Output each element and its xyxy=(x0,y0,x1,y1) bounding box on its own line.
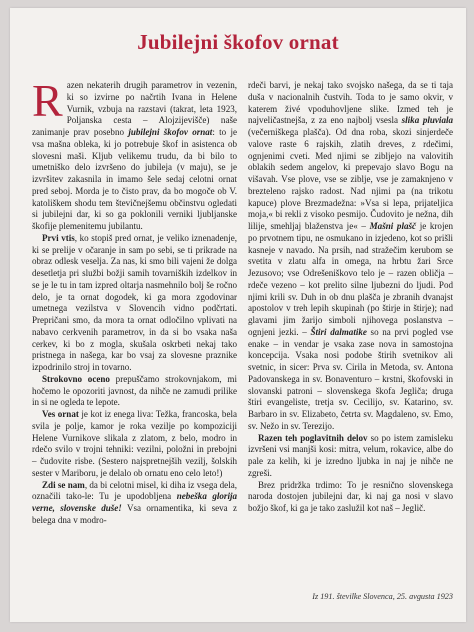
page-title: Jubilejni škofov ornat xyxy=(137,30,339,54)
paragraph-idea: Zdi se nam, da bi celotni misel, ki diha iz vsega dela, označili tako-le: Tu je upodobljena nebeška glorija verne, slovenske duše! Vsa ornamentika, ki seva z belega dna v modro- xyxy=(32,479,238,525)
dropcap-letter: R xyxy=(32,75,63,126)
source-citation: Iz 191. številke Slovenca, 25. avgusta 1923 xyxy=(312,592,453,601)
emphasis-dalmatics: Štiri dalmatike xyxy=(310,326,367,337)
emphasis-glory: nebeška glorija verne, slovenske duše! xyxy=(32,491,238,513)
document-page xyxy=(10,8,466,622)
paragraph-expert-review: Strokovno oceno prepuščamo strokovnjakom, mi hočemo le opozoriti javnost, da nihče ne zamudi prilike in si ne ogleda te lepote. xyxy=(32,373,237,408)
paragraph-other-parts: Razen teh poglavitnih delov so po istem zamisleku izvršeni vsi manjši kosi: mitra, velum, rokavice, albe do pale za kelih, ki je izredno ljubka in naj je nihče ne zgreši. xyxy=(248,432,454,478)
paragraph-intro: Razen nekaterih drugih parametrov in vezenin, ki so izvirne po načrtih Ivana in Helene Vurnik, vzbuja na razstavi (takrat, leta 1923, Poljanska cesta – Alojzijevišče) naše zanimanje prav posebno jubilejni škofov ornat: to je vsa mašna obleka, ki jo potrebuje škof in asistenca ob slovesni maši. Kljub velikemu trudu, da bi bilo to umetniško delo izvršeno do jubileja (v maju), se je izvršitev zakasnila in imamo šele sedaj celotni ornat pred seboj. Morda je to čisto prav, da bo mogoče ob V. katoliškem shodu tem števičnejšemu občinstvu ogledati si jubilejni dar, ki so ga poklonili verniki ljubljanske škofije plemenitemu jubilantu. xyxy=(32,75,237,231)
emphasis-pluvial: slika pluviala xyxy=(401,115,454,126)
emphasis-jubilee-ornat: jubilejni škofov ornat xyxy=(128,127,213,137)
paragraph-first-impression: Prvi vtis, ko stopiš pred ornat, je veliko iznenadenje, ki se prelije v očaranje in sam po sebi, se ti prikrade na obraz odlesk veselja. Za nas, ki smo bili vajeni že dolga desetletja pri službi božji samih tovarniških izdelkov in se je le tu in tam izpred oltarja nasmehnilo bolj še ročno delo, je ta ornat dogodek, ki ga mora zgodovinar umetnega vezilstva v Slovencih vidno podčrtati. Prepričani smo, da mora ta ornat odločilno vplivati na nabavo cerkvenih parametrov, in da si bo vsaka naša cerkev, ki bo z mogla, skušala oskrbeti nekaj tako pristnega in našega, kar bo vsaj za slovesne praznike izpodrinilo stroj in tovarno. xyxy=(32,232,237,372)
paragraph-whole-ornat: Ves ornat je kot iz enega liva: Težka, francoska, bela svila je polje, kamor je roka vezilje po kompoziciji Helene Vurnikove slikala z zlatom, z belo, modro in rdečo svilo v trojni tehniki: vezilni, položni in prebojni – čudovite risbe. (Sestero najspretnejših vezilj, šolskih sester v Mariboru, je delalo ob ornatu eno celo leto!) xyxy=(32,409,237,478)
left-column xyxy=(32,75,238,527)
paragraph-pluvial: rdeči barvi, je nekaj tako svojsko našega, da se ti taja duša v nacionalnih čustvih. Toda to je samo okvir, v katerem živé vpoduhovljene slike. Izmed teh je najveličastnejša, z za eno najbolj vsesla slika pluviala (večerniškega plašča). Od dna roba, skozi sinjerdeče valove raste 6 rajskih, zlatih dreves, z rdečimi, ognjenimi cveti. Med njimi se zibljejo na valovitih oblakih sedem angelov, ki prepevajo slavo Bogu na višavah. Vse plove, vse se ziblje, vse je zamaknjeno v brezteleno rajsko radost. Nad njimi pa (na trikotu kapuce) plove Brezmadežna: »Vsa si lepa, prijateljica moja,« bi rekli z visoko pesmijo. Čudovito je nežna, dih lilije, smehljaj blaženstva je« – Mašni plašč je krojen po prvotnem tipu, ne osmukano in izjedeno, kot so prišli kasneje v navado. Na prsih, nad stražečim kerubom se svetita v zlatu alfa in omega, na hrbtu žari Srce Jezusovo; vse Odrešeniškovo telo je – razen obličja – rdeče vezeno – kot prelito silne ljubezni do ljudi. Pod njimi krili sv. Duh in ob dnu plašča je zbranih dvanajst apostolov v treh lepih skupinah (po štirje in štirje); nad glavami jim žarijo simboli njihovega poslanstva – ognjeni jezki. – Štiri dalmatike so na prvi pogled vse enake – in vendar je vsaka zase nova in samostojna koncepcija. Vsaka nosi podobe štirih svetnikov ali svetnic, in sicer: Prva sv. Cirila in Metoda, sv. Antona Padovanskega in sv. Bonaventuro – krstni, škofovski in slovanski patroni – slovenskega škofa Jegliča; druga štiri evangeliste, tretja sv. Cecilijo, sv. Katarino, sv. Barbaro in sv. Elizabeto, četrta sv. Magdaleno, sv. Emo, sv. Nežo in sv. Terezijo. xyxy=(248,80,454,431)
right-column xyxy=(248,80,453,515)
emphasis-chasuble: Mašni plašč xyxy=(369,221,417,231)
paragraph-conclusion: Brez pridržka trdimo: To je resnično slovenskega naroda dostojen jubilejni dar, ki naj ga nosi v slavo božjo škof, ki ga je tako zaslužil kot naš – Jeglič. xyxy=(248,479,453,513)
